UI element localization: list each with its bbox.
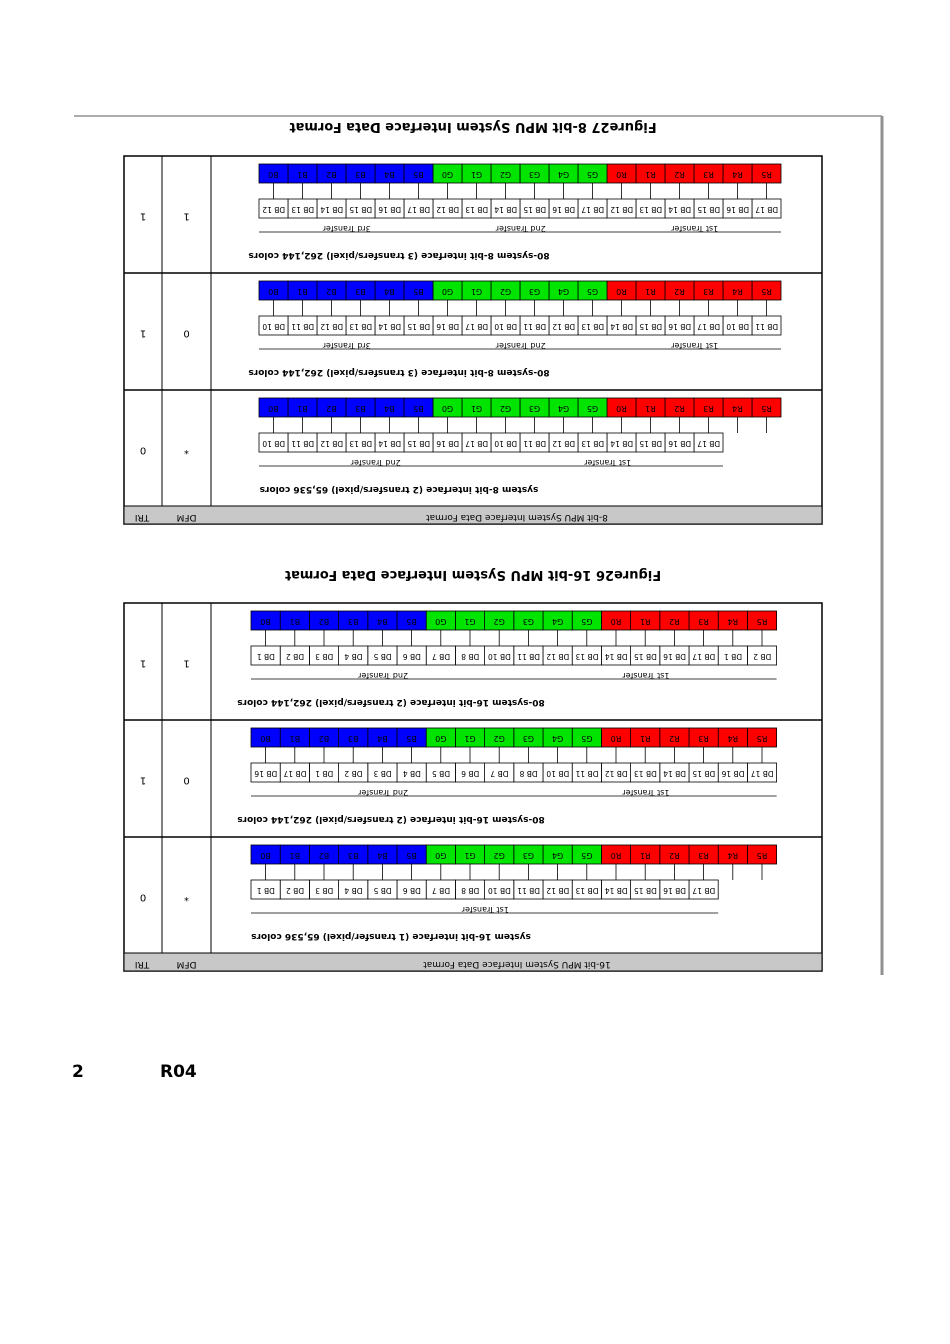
format-row: [140, 611, 777, 707]
pixel-bit-label: R3: [703, 287, 714, 296]
pixel-bit-label: B2: [318, 851, 330, 860]
format-row: [140, 398, 781, 494]
db-register-label: DB 17: [697, 322, 721, 331]
pixel-bit-label: R2: [669, 617, 680, 626]
db-register-label: DB 16: [552, 205, 576, 214]
db-register-label: DB 15: [633, 886, 657, 895]
page-number: 2: [72, 1062, 84, 1082]
pixel-bit-label: G1: [470, 404, 483, 413]
row-description: 80-system 8-bit interface (3 transfers/pixel) 262,144 colors: [248, 367, 550, 377]
db-register-label: DB 1: [315, 769, 334, 778]
db-register-label: DB 14: [320, 205, 344, 214]
pixel-bit-label: B4: [384, 287, 395, 296]
db-register-label: DB 14: [378, 439, 402, 448]
db-register-label: DB 6: [461, 769, 480, 778]
db-register-label: DB 10: [494, 322, 518, 331]
db-register-label: DB 17: [283, 769, 307, 778]
db-register-label: DB 5: [373, 886, 392, 895]
pixel-bit-label: B1: [289, 617, 301, 626]
db-register-label: DB 12: [610, 205, 634, 214]
row-tri-value: 1: [139, 657, 147, 669]
db-register-label: DB 13: [291, 205, 315, 214]
db-register-label: DB 14: [604, 652, 628, 661]
row-tri-value: 1: [139, 327, 147, 339]
pixel-bit-label: R2: [674, 170, 685, 179]
header-tri: TRI: [134, 512, 150, 522]
db-register-label: DB 16: [378, 205, 402, 214]
pixel-bit-label: G3: [522, 851, 535, 860]
db-register-label: DB 13: [349, 322, 373, 331]
pixel-bit-label: R3: [698, 734, 709, 743]
db-register-label: DB 11: [755, 322, 779, 331]
db-register-label: DB 12: [320, 322, 344, 331]
db-register-label: DB 17: [692, 652, 716, 661]
pixel-bit-label: R1: [639, 617, 651, 626]
db-register-label: DB 12: [320, 439, 344, 448]
pixel-bit-label: B5: [413, 170, 424, 179]
transfer-label: 2nd Transfer: [495, 224, 546, 233]
pixel-bit-label: R5: [756, 851, 768, 860]
transfer-label: 1st Transfer: [584, 458, 632, 467]
pixel-bit-label: R4: [732, 170, 743, 179]
pixel-bit-label: R4: [732, 287, 743, 296]
transfer-label: 1st Transfer: [671, 341, 719, 350]
db-register-label: DB 11: [575, 769, 599, 778]
db-register-label: DB 13: [581, 439, 605, 448]
pixel-bit-label: B5: [413, 287, 424, 296]
db-register-label: DB 17: [697, 439, 721, 448]
pixel-bit-label: G5: [586, 287, 599, 296]
pixel-bit-label: G3: [528, 404, 541, 413]
pixel-bit-label: G1: [464, 734, 476, 743]
pixel-bit-label: G5: [581, 851, 593, 860]
db-register-label: DB 11: [291, 439, 315, 448]
db-register-label: DB 10: [262, 439, 286, 448]
pixel-bit-label: R5: [761, 404, 772, 413]
pixel-bit-label: G0: [435, 734, 447, 743]
db-register-label: DB 17: [692, 886, 716, 895]
pixel-bit-label: R2: [674, 404, 685, 413]
pixel-bit-label: B2: [326, 287, 337, 296]
revision-label: R04: [160, 1062, 197, 1082]
db-register-label: DB 11: [517, 886, 541, 895]
db-register-label: DB 15: [692, 769, 716, 778]
pixel-bit-label: R0: [616, 287, 627, 296]
db-register-label: DB 10: [494, 439, 518, 448]
db-register-label: DB 12: [552, 439, 576, 448]
db-register-label: DB 13: [575, 886, 599, 895]
pixel-bit-label: R4: [727, 851, 739, 860]
db-register-label: DB 12: [436, 205, 460, 214]
pixel-bit-label: B0: [268, 404, 279, 413]
pixel-bit-label: B1: [289, 734, 301, 743]
pixel-bit-label: R4: [727, 734, 739, 743]
pixel-bit-label: R3: [703, 404, 714, 413]
pixel-bit-label: G0: [435, 617, 447, 626]
pixel-bit-label: B3: [355, 287, 366, 296]
db-register-label: DB 11: [291, 322, 315, 331]
pixel-bit-label: B3: [347, 851, 359, 860]
db-register-label: DB 16: [726, 205, 750, 214]
row-tri-value: 1: [139, 210, 147, 222]
pixel-bit-label: G2: [499, 404, 512, 413]
db-register-label: DB 3: [315, 652, 334, 661]
figure-table-1: [124, 603, 822, 971]
db-register-label: DB 14: [610, 439, 634, 448]
db-register-label: DB 14: [610, 322, 634, 331]
pixel-bit-label: B4: [384, 404, 395, 413]
db-register-label: DB 5: [431, 769, 451, 778]
db-register-label: DB 15: [639, 322, 663, 331]
db-register-label: DB 13: [633, 769, 657, 778]
pixel-bit-label: R0: [616, 404, 627, 413]
db-register-label: DB 1: [256, 886, 275, 895]
db-register-label: DB 12: [546, 886, 570, 895]
pixel-bit-label: R2: [669, 734, 680, 743]
db-register-label: DB 17: [465, 439, 489, 448]
pixel-bit-label: B0: [260, 617, 271, 626]
pixel-bit-label: B5: [406, 734, 417, 743]
row-dfm-value: 1: [183, 210, 190, 222]
db-register-label: DB 10: [546, 769, 570, 778]
header-format: 8-bit MPU System Interface Data Format: [426, 512, 608, 522]
row-description: 80-system 16-bit interface (2 transfers/pixel) 262,144 colors: [237, 814, 545, 824]
figure-table-0: [124, 156, 822, 524]
pixel-bit-label: R5: [761, 170, 772, 179]
db-register-label: DB 12: [262, 205, 286, 214]
db-register-label: DB 13: [575, 652, 599, 661]
pixel-bit-label: G0: [441, 287, 454, 296]
format-row: [140, 728, 777, 824]
transfer-label: 1st Transfer: [671, 224, 719, 233]
transfer-label: 2nd Transfer: [495, 341, 546, 350]
pixel-bit-label: R1: [639, 734, 651, 743]
pixel-bit-label: B2: [326, 404, 337, 413]
db-register-label: DB 14: [668, 205, 692, 214]
figure26-caption: Figure26 16-bit MPU System Interface Data Format: [284, 567, 662, 582]
header-tri: TRI: [134, 959, 150, 969]
pixel-bit-label: B3: [347, 617, 359, 626]
db-register-label: DB 6: [402, 886, 421, 895]
pixel-bit-label: G4: [557, 170, 570, 179]
db-register-label: DB 14: [663, 769, 687, 778]
pixel-bit-label: R0: [610, 734, 622, 743]
db-register-label: DB 13: [465, 205, 489, 214]
pixel-bit-label: B3: [355, 404, 366, 413]
pixel-bit-label: R3: [703, 170, 714, 179]
pixel-bit-label: B5: [406, 851, 417, 860]
db-register-label: DB 16: [668, 439, 692, 448]
pixel-bit-label: B2: [318, 734, 330, 743]
db-register-label: DB 16: [254, 769, 278, 778]
pixel-bit-label: G0: [441, 404, 454, 413]
row-dfm-value: *: [184, 891, 189, 903]
db-register-label: DB 11: [517, 652, 541, 661]
pixel-bit-label: R0: [616, 170, 627, 179]
pixel-bit-label: B4: [377, 617, 388, 626]
figure27-caption: Figure27 8-bit MPU System Interface Data Format: [289, 119, 657, 134]
db-register-label: DB 12: [552, 322, 576, 331]
pixel-bit-label: B4: [384, 170, 395, 179]
pixel-bit-label: R4: [727, 617, 739, 626]
transfer-label: 2nd Transfer: [350, 458, 401, 467]
pixel-bit-label: R5: [756, 734, 768, 743]
header-dfm: DFM: [176, 512, 197, 522]
pixel-bit-label: G2: [493, 851, 505, 860]
transfer-label: 3rd Transfer: [322, 341, 371, 350]
pixel-bit-label: B1: [297, 287, 308, 296]
db-register-label: DB 10: [726, 322, 750, 331]
pixel-bit-label: R1: [645, 287, 656, 296]
transfer-label: 2nd Transfer: [358, 788, 409, 797]
db-register-label: DB 7: [431, 886, 451, 895]
db-register-label: DB 4: [344, 652, 363, 661]
pixel-bit-label: G2: [499, 170, 512, 179]
db-register-label: DB 4: [344, 886, 363, 895]
pixel-bit-label: B0: [268, 170, 279, 179]
pixel-bit-label: R1: [645, 170, 656, 179]
pixel-bit-label: B3: [347, 734, 359, 743]
header-dfm: DFM: [176, 959, 197, 969]
pixel-bit-label: G4: [557, 404, 570, 413]
transfer-label: 3rd Transfer: [322, 224, 371, 233]
db-register-label: DB 2: [344, 769, 363, 778]
db-register-label: DB 16: [721, 769, 745, 778]
pixel-bit-label: B1: [297, 170, 308, 179]
db-register-label: DB 17: [465, 322, 489, 331]
pixel-bit-label: B0: [260, 734, 271, 743]
pixel-bit-label: G1: [470, 170, 483, 179]
format-row: [140, 281, 781, 377]
row-dfm-value: 0: [183, 774, 190, 786]
db-register-label: DB 17: [581, 205, 605, 214]
pixel-bit-label: G5: [586, 404, 599, 413]
row-tri-value: 0: [139, 444, 147, 456]
db-register-label: DB 8: [461, 886, 480, 895]
row-dfm-value: 0: [183, 327, 190, 339]
pixel-bit-label: R0: [610, 617, 622, 626]
pixel-bit-label: G1: [470, 287, 483, 296]
pixel-bit-label: R1: [645, 404, 656, 413]
transfer-label: 1st Transfer: [622, 671, 670, 680]
db-register-label: DB 6: [402, 652, 421, 661]
pixel-bit-label: R2: [669, 851, 680, 860]
row-tri-value: 0: [139, 891, 147, 903]
db-register-label: DB 15: [523, 205, 547, 214]
pixel-bit-label: G4: [551, 617, 564, 626]
db-register-label: DB 16: [436, 322, 460, 331]
db-register-label: DB 1: [256, 652, 275, 661]
pixel-bit-label: B0: [268, 287, 279, 296]
db-register-label: DB 13: [349, 439, 373, 448]
pixel-bit-label: G4: [551, 734, 564, 743]
db-register-label: DB 14: [378, 322, 402, 331]
pixel-bit-label: R4: [732, 404, 743, 413]
pixel-bit-label: B4: [377, 734, 388, 743]
db-register-label: DB 3: [373, 769, 392, 778]
db-register-label: DB 2: [753, 652, 772, 661]
row-description: system 16-bit interface (1 transfer/pixel) 65,536 colors: [251, 931, 531, 941]
format-row: [140, 164, 781, 260]
pixel-bit-label: R5: [756, 617, 768, 626]
pixel-bit-label: G5: [586, 170, 599, 179]
db-register-label: DB 3: [315, 886, 334, 895]
pixel-bit-label: G3: [522, 617, 535, 626]
db-register-label: DB 15: [697, 205, 721, 214]
db-register-label: DB 2: [285, 886, 305, 895]
db-register-label: DB 8: [519, 769, 538, 778]
db-register-label: DB 2: [285, 652, 305, 661]
pixel-bit-label: R1: [639, 851, 651, 860]
db-register-label: DB 12: [546, 652, 570, 661]
pixel-bit-label: G3: [528, 170, 541, 179]
db-register-label: DB 11: [523, 322, 547, 331]
pixel-bit-label: B2: [318, 617, 330, 626]
db-register-label: DB 14: [494, 205, 518, 214]
pixel-bit-label: G1: [464, 851, 476, 860]
pixel-bit-label: G0: [441, 170, 454, 179]
row-dfm-value: *: [184, 444, 189, 456]
pixel-bit-label: B0: [260, 851, 271, 860]
db-register-label: DB 15: [407, 322, 431, 331]
db-register-label: DB 15: [407, 439, 431, 448]
db-register-label: DB 16: [436, 439, 460, 448]
pixel-bit-label: B1: [289, 851, 301, 860]
row-description: system 8-bit interface (2 transfers/pixel) 65,536 colors: [259, 484, 539, 494]
row-description: 80-system 8-bit interface (3 transfers/pixel) 262,144 colors: [248, 250, 550, 260]
pixel-bit-label: G2: [493, 617, 505, 626]
db-register-label: DB 1: [723, 652, 743, 661]
pixel-bit-label: G4: [557, 287, 570, 296]
pixel-bit-label: B2: [326, 170, 337, 179]
pixel-bit-label: B5: [413, 404, 424, 413]
db-register-label: DB 16: [663, 886, 687, 895]
pixel-bit-label: G5: [581, 734, 593, 743]
pixel-bit-label: G3: [522, 734, 535, 743]
pixel-bit-label: B3: [355, 170, 366, 179]
pixel-bit-label: B5: [406, 617, 417, 626]
db-register-label: DB 16: [663, 652, 687, 661]
db-register-label: DB 13: [639, 205, 663, 214]
format-row: [140, 845, 777, 941]
pixel-bit-label: R3: [698, 851, 709, 860]
pixel-bit-label: G0: [435, 851, 447, 860]
db-register-label: DB 10: [487, 886, 511, 895]
db-register-label: DB 10: [487, 652, 511, 661]
db-register-label: DB 5: [373, 652, 392, 661]
transfer-label: 1st Transfer: [461, 905, 509, 914]
row-description: 80-system 16-bit interface (2 transfers/pixel) 262,144 colors: [237, 697, 545, 707]
db-register-label: DB 15: [633, 652, 657, 661]
db-register-label: DB 8: [461, 652, 480, 661]
pixel-bit-label: R2: [674, 287, 685, 296]
pixel-bit-label: G2: [499, 287, 512, 296]
transfer-label: 2nd Transfer: [358, 671, 409, 680]
pixel-bit-label: G5: [581, 617, 593, 626]
transfer-label: 1st Transfer: [622, 788, 670, 797]
pixel-bit-label: G2: [493, 734, 505, 743]
pixel-bit-label: G1: [464, 617, 476, 626]
pixel-bit-label: B4: [377, 851, 388, 860]
db-register-label: DB 15: [639, 439, 663, 448]
db-register-label: DB 13: [581, 322, 605, 331]
db-register-label: DB 7: [490, 769, 509, 778]
header-format: 16-bit MPU System Interface Data Format: [423, 959, 611, 969]
pixel-bit-label: G4: [551, 851, 564, 860]
pixel-bit-label: R5: [761, 287, 772, 296]
db-register-label: DB 4: [402, 769, 421, 778]
db-register-label: DB 7: [431, 652, 451, 661]
db-register-label: DB 12: [604, 769, 628, 778]
row-dfm-value: 1: [183, 657, 190, 669]
db-register-label: DB 17: [407, 205, 431, 214]
db-register-label: DB 15: [349, 205, 373, 214]
db-register-label: DB 10: [262, 322, 286, 331]
row-tri-value: 1: [139, 774, 147, 786]
db-register-label: DB 16: [668, 322, 692, 331]
pixel-bit-label: B1: [297, 404, 308, 413]
db-register-label: DB 14: [604, 886, 628, 895]
pixel-bit-label: R0: [610, 851, 622, 860]
db-register-label: DB 11: [523, 439, 547, 448]
db-register-label: DB 17: [750, 769, 774, 778]
pixel-bit-label: R3: [698, 617, 709, 626]
db-register-label: DB 17: [755, 205, 779, 214]
pixel-bit-label: G3: [528, 287, 541, 296]
